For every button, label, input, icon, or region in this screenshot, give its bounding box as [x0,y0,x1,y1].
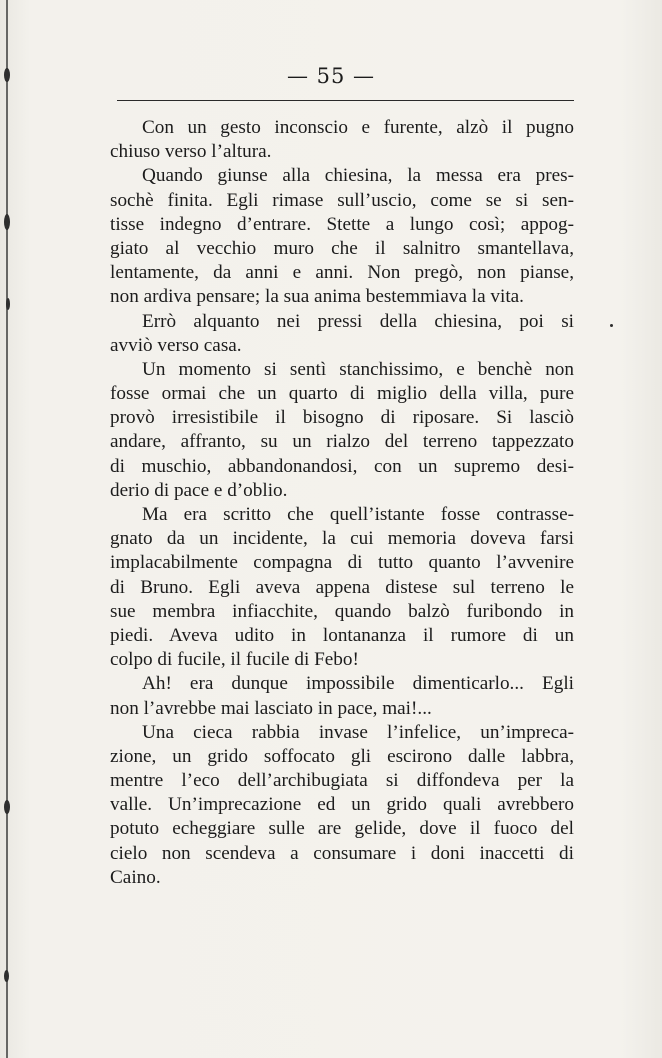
text-line: fosse ormai che un quarto di miglio della villa, pure [110,383,574,405]
text-line: andare, affranto, su un rialzo del terreno tappezzato [110,431,574,453]
text-line: tisse indegno d’entrare. Stette a lungo così; appog- [110,213,574,235]
text-line: mentre l’eco dell’archibugiata si diffondeva per la [110,770,574,792]
text-line: Con un gesto inconscio e furente, alzò il pugno [142,117,574,138]
ink-speck [610,324,613,327]
text-line: cielo non scendeva a consumare i doni inaccetti di [110,842,574,864]
paragraph [110,503,574,672]
ink-speck [4,800,10,814]
text-line: giato al vecchio muro che il salnitro smantellava, [110,237,574,259]
text-line: valle. Un’imprecazione ed un grido quali avrebbero [110,794,574,816]
text-line: Un momento si sentì stanchissimo, e benchè non [142,358,574,380]
text-line: potuto echeggiare sulle are gelide, dove il fuoco del [110,818,574,840]
text-line: gnato da un incidente, la cui memoria doveva farsi [110,528,574,550]
text-line: Errò alquanto nei pressi della chiesina, poi si [142,310,574,332]
page-number: — 55 — [286,64,376,88]
text-line: chiuso verso l’altura. [110,141,272,163]
text-line: Una cieca rabbia invase l’infelice, un’impreca- [142,721,574,743]
text-line: Ah! era dunque impossibile dimenticarlo... Egli [142,673,574,695]
page-binding-edge [6,0,8,1058]
text-line: sochè finita. Egli rimase sull’uscio, come se si sen- [110,189,574,211]
ink-speck [4,214,10,230]
text-line: Caino. [110,866,161,888]
text-line: provò irresistibile il bisogno di riposare. Si lasciò [110,407,574,429]
text-line: di Bruno. Egli aveva appena distese sul terreno le [110,576,574,598]
paragraph [110,721,574,890]
text-line: di muschio, abbandonandosi, con un supremo desi- [110,455,574,477]
text-line: derio di pace e d’oblio. [110,479,288,501]
ink-speck [4,970,9,982]
paragraph [110,116,574,164]
header-rule [117,100,574,101]
paragraph [110,672,574,720]
text-line: non l’avrebbe mai lasciato in pace, mai!... [110,697,432,719]
text-line: zione, un grido soffocato gli escirono dalle labbra, [110,745,574,767]
text-line: sue membra infiacchite, quando balzò furibondo in [110,600,574,622]
text-line: colpo di fucile, il fucile di Febo! [110,649,359,671]
paragraph [110,310,574,358]
text-line: Quando giunse alla chiesina, la messa era pres- [142,165,574,187]
paragraph [110,164,574,309]
body-text [110,116,574,890]
text-line: non ardiva pensare; la sua anima bestemmiava la vita. [110,286,524,308]
text-line: avviò verso casa. [110,334,242,356]
paragraph [110,358,574,503]
text-line: piedi. Aveva udito in lontananza il rumore di un [110,624,574,646]
ink-speck [6,298,10,310]
text-line: lentamente, da anni e anni. Non pregò, non pianse, [110,262,574,284]
text-line: implacabilmente compagna di tutto quanto l’avvenire [110,552,574,574]
text-line: Ma era scritto che quell’istante fosse contrasse- [142,504,574,525]
